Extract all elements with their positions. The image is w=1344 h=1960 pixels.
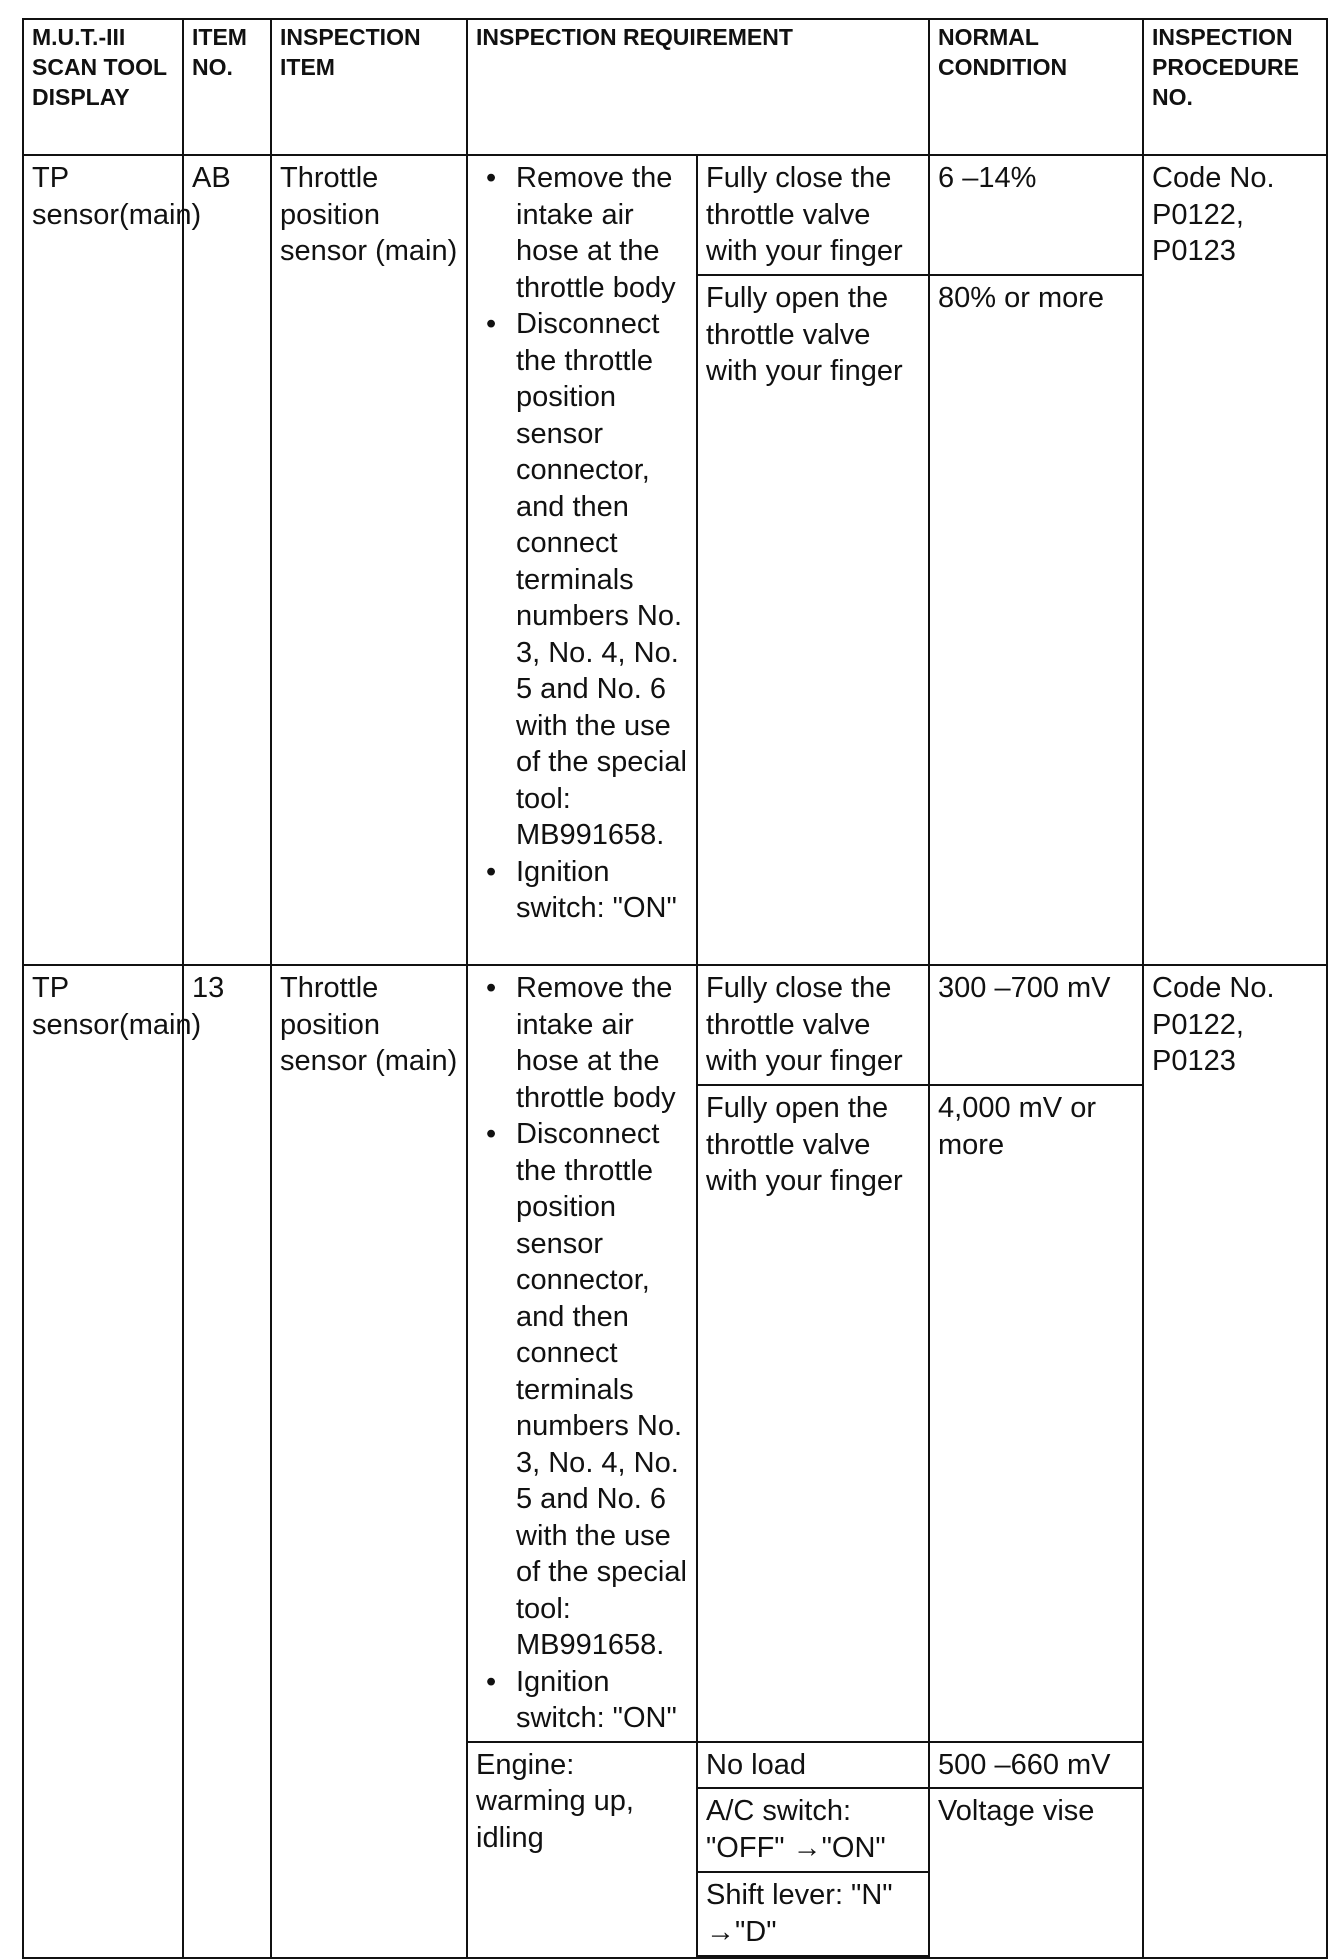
- condition-list: [476, 970, 688, 1737]
- procedure-cell: Code No. P0122, P0123: [1143, 155, 1327, 965]
- check-action-cell: A/C switch: "OFF" →"ON": [697, 1788, 929, 1872]
- item-cell: Throttle position sensor (main): [271, 965, 467, 1958]
- normal-cell: 500 –660 mV: [929, 1742, 1143, 1789]
- check-action-cell: Fully open the throttle valve with your finger: [697, 275, 929, 965]
- item-no-cell: 13: [183, 965, 271, 1958]
- normal-cell: 6 –14%: [929, 155, 1143, 275]
- item-cell: Throttle position sensor (main): [271, 155, 467, 965]
- header-procedure: INSPECTION PROCEDURE NO.: [1143, 19, 1327, 155]
- normal-cell: Voltage vise: [929, 1788, 1143, 1958]
- condition-cell: [467, 155, 697, 965]
- list-item: • Disconnect the throttle position sensor connector, and then connect terminals numbers No. 3, No. 4, No. 5 and No. 6 with the use of the special tool: MB991658.: [476, 306, 688, 854]
- check-action-cell: No load: [697, 1742, 929, 1789]
- list-item: • Ignition switch: "ON": [476, 1664, 688, 1737]
- normal-cell: 300 –700 mV: [929, 965, 1143, 1085]
- check-action-cell: Fully close the throttle valve with your finger: [697, 155, 929, 275]
- inspection-table: [22, 18, 1328, 1959]
- header-display: M.U.T.-III SCAN TOOL DISPLAY: [23, 19, 183, 155]
- display-cell: TP sensor(main): [23, 155, 183, 965]
- header-item-no: ITEM NO.: [183, 19, 271, 155]
- list-item: • Remove the intake air hose at the throttle body: [476, 970, 688, 1116]
- condition-cell: [467, 965, 697, 1742]
- check-action-cell: Fully close the throttle valve with your finger: [697, 965, 929, 1085]
- list-item: • Remove the intake air hose at the throttle body: [476, 160, 688, 306]
- normal-cell: 4,000 mV or more: [929, 1085, 1143, 1741]
- header-normal: NORMAL CONDITION: [929, 19, 1143, 155]
- header-requirement: INSPECTION REQUIREMENT: [467, 19, 929, 155]
- check-action-cell: Fully open the throttle valve with your finger: [697, 1085, 929, 1741]
- header-row: [23, 19, 1327, 155]
- item-no-cell: AB: [183, 155, 271, 965]
- procedure-cell: Code No. P0122, P0123: [1143, 965, 1327, 1958]
- spacer-cell: [697, 1956, 929, 1958]
- engine-condition-cell: Engine: warming up, idling: [467, 1742, 697, 1959]
- list-item: • Ignition switch: "ON": [476, 854, 688, 927]
- table-row: [23, 965, 1327, 1085]
- table-row: [23, 155, 1327, 275]
- display-cell: TP sensor(main): [23, 965, 183, 1958]
- check-action-cell: Shift lever: "N" →"D": [697, 1872, 929, 1956]
- normal-cell: 80% or more: [929, 275, 1143, 965]
- header-item: INSPECTION ITEM: [271, 19, 467, 155]
- list-item: • Disconnect the throttle position sensor connector, and then connect terminals numbers No. 3, No. 4, No. 5 and No. 6 with the use of the special tool: MB991658.: [476, 1116, 688, 1664]
- condition-list: [476, 160, 688, 927]
